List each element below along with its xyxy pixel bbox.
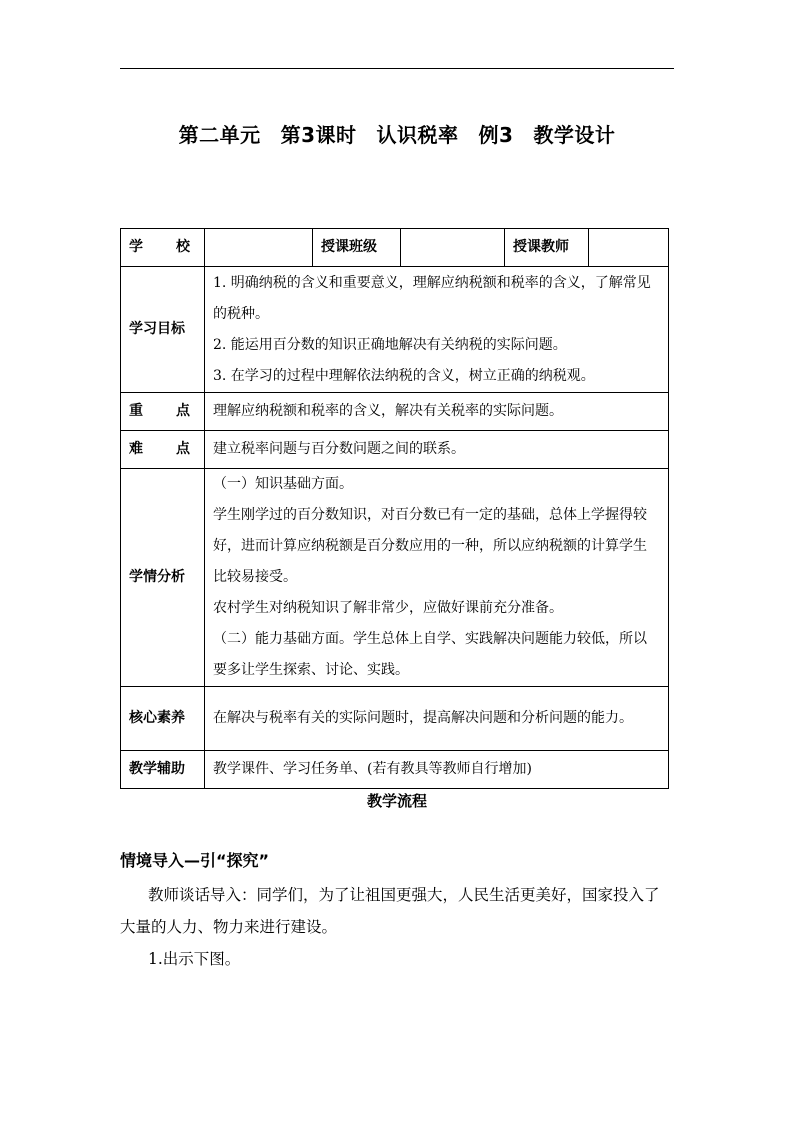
class-label: 授课班级 — [313, 229, 401, 267]
literacy-text: 在解决与税率有关的实际问题时，提高解决问题和分析问题的能力。 — [205, 687, 669, 751]
key-point-text: 理解应纳税额和税率的含义，解决有关税率的实际问题。 — [205, 393, 669, 431]
analysis-content — [205, 469, 669, 687]
table-row — [121, 687, 669, 751]
table-row — [121, 431, 669, 469]
title-topic: 认识税率 — [376, 123, 459, 147]
difficulty-text: 建立税率问题与百分数问题之间的联系。 — [205, 431, 669, 469]
goals-content — [205, 267, 669, 393]
class-value — [401, 229, 505, 267]
teacher-label: 授课教师 — [505, 229, 589, 267]
analysis-paragraph: （一）知识基础方面。 — [213, 476, 353, 492]
goal-item: 2. 能运用百分数的知识正确地解决有关纳税的实际问题。 — [213, 336, 567, 353]
title-doc: 教学设计 — [533, 123, 616, 147]
table-row — [121, 393, 669, 431]
goal-item: 3. 在学习的过程中理解依法纳税的含义，树立正确的纳税观。 — [213, 367, 595, 384]
literacy-label: 核心素养 — [121, 687, 205, 751]
goal-item: 1. 明确纳税的含义和重要意义，理解应纳税额和税率的含义，了解常见的税种。 — [213, 274, 651, 322]
table-row — [121, 229, 669, 267]
school-label: 学 校 — [121, 229, 205, 267]
aids-label: 教学辅助 — [121, 751, 205, 789]
lesson-design-table — [120, 228, 669, 789]
title-lesson: 第3课时 — [280, 123, 357, 147]
difficulty-label: 难 点 — [121, 431, 205, 469]
goals-label: 学习目标 — [121, 267, 205, 393]
header-rule — [120, 68, 674, 69]
page-title — [0, 119, 794, 148]
analysis-paragraph: 学生刚学过的百分数知识，对百分数已有一定的基础，总体上学握得较好，进而计算应纳税额是百分数应用的一种，所以应纳税额的计算学生比较易接受。 — [213, 507, 647, 585]
teacher-value — [589, 229, 669, 267]
step-item: 1.出示下图。 — [148, 950, 241, 968]
analysis-paragraph: （二）能力基础方面。学生总体上自学、实践解决问题能力较低，所以要多让学生探索、讨论、实践。 — [213, 631, 647, 678]
analysis-paragraph: 农村学生对纳税知识了解非常少，应做好课前充分准备。 — [213, 600, 563, 616]
key-point-label: 重 点 — [121, 393, 205, 431]
title-example: 例3 — [478, 123, 514, 147]
flow-title: 教学流程 — [366, 792, 427, 810]
table-row — [121, 267, 669, 393]
school-value — [205, 229, 313, 267]
table-row — [121, 751, 669, 789]
intro-paragraph: 教师谈话导入：同学们，为了让祖国更强大，人民生活更美好，国家投入了大量的人力、物力来进行建设。 — [120, 886, 660, 936]
section-heading: 情境导入—引“探究” — [120, 851, 270, 870]
analysis-label: 学情分析 — [121, 469, 205, 687]
title-unit: 第二单元 — [178, 123, 261, 147]
aids-text: 教学课件、学习任务单、(若有教具等教师自行增加) — [205, 751, 669, 789]
table-row — [121, 469, 669, 687]
